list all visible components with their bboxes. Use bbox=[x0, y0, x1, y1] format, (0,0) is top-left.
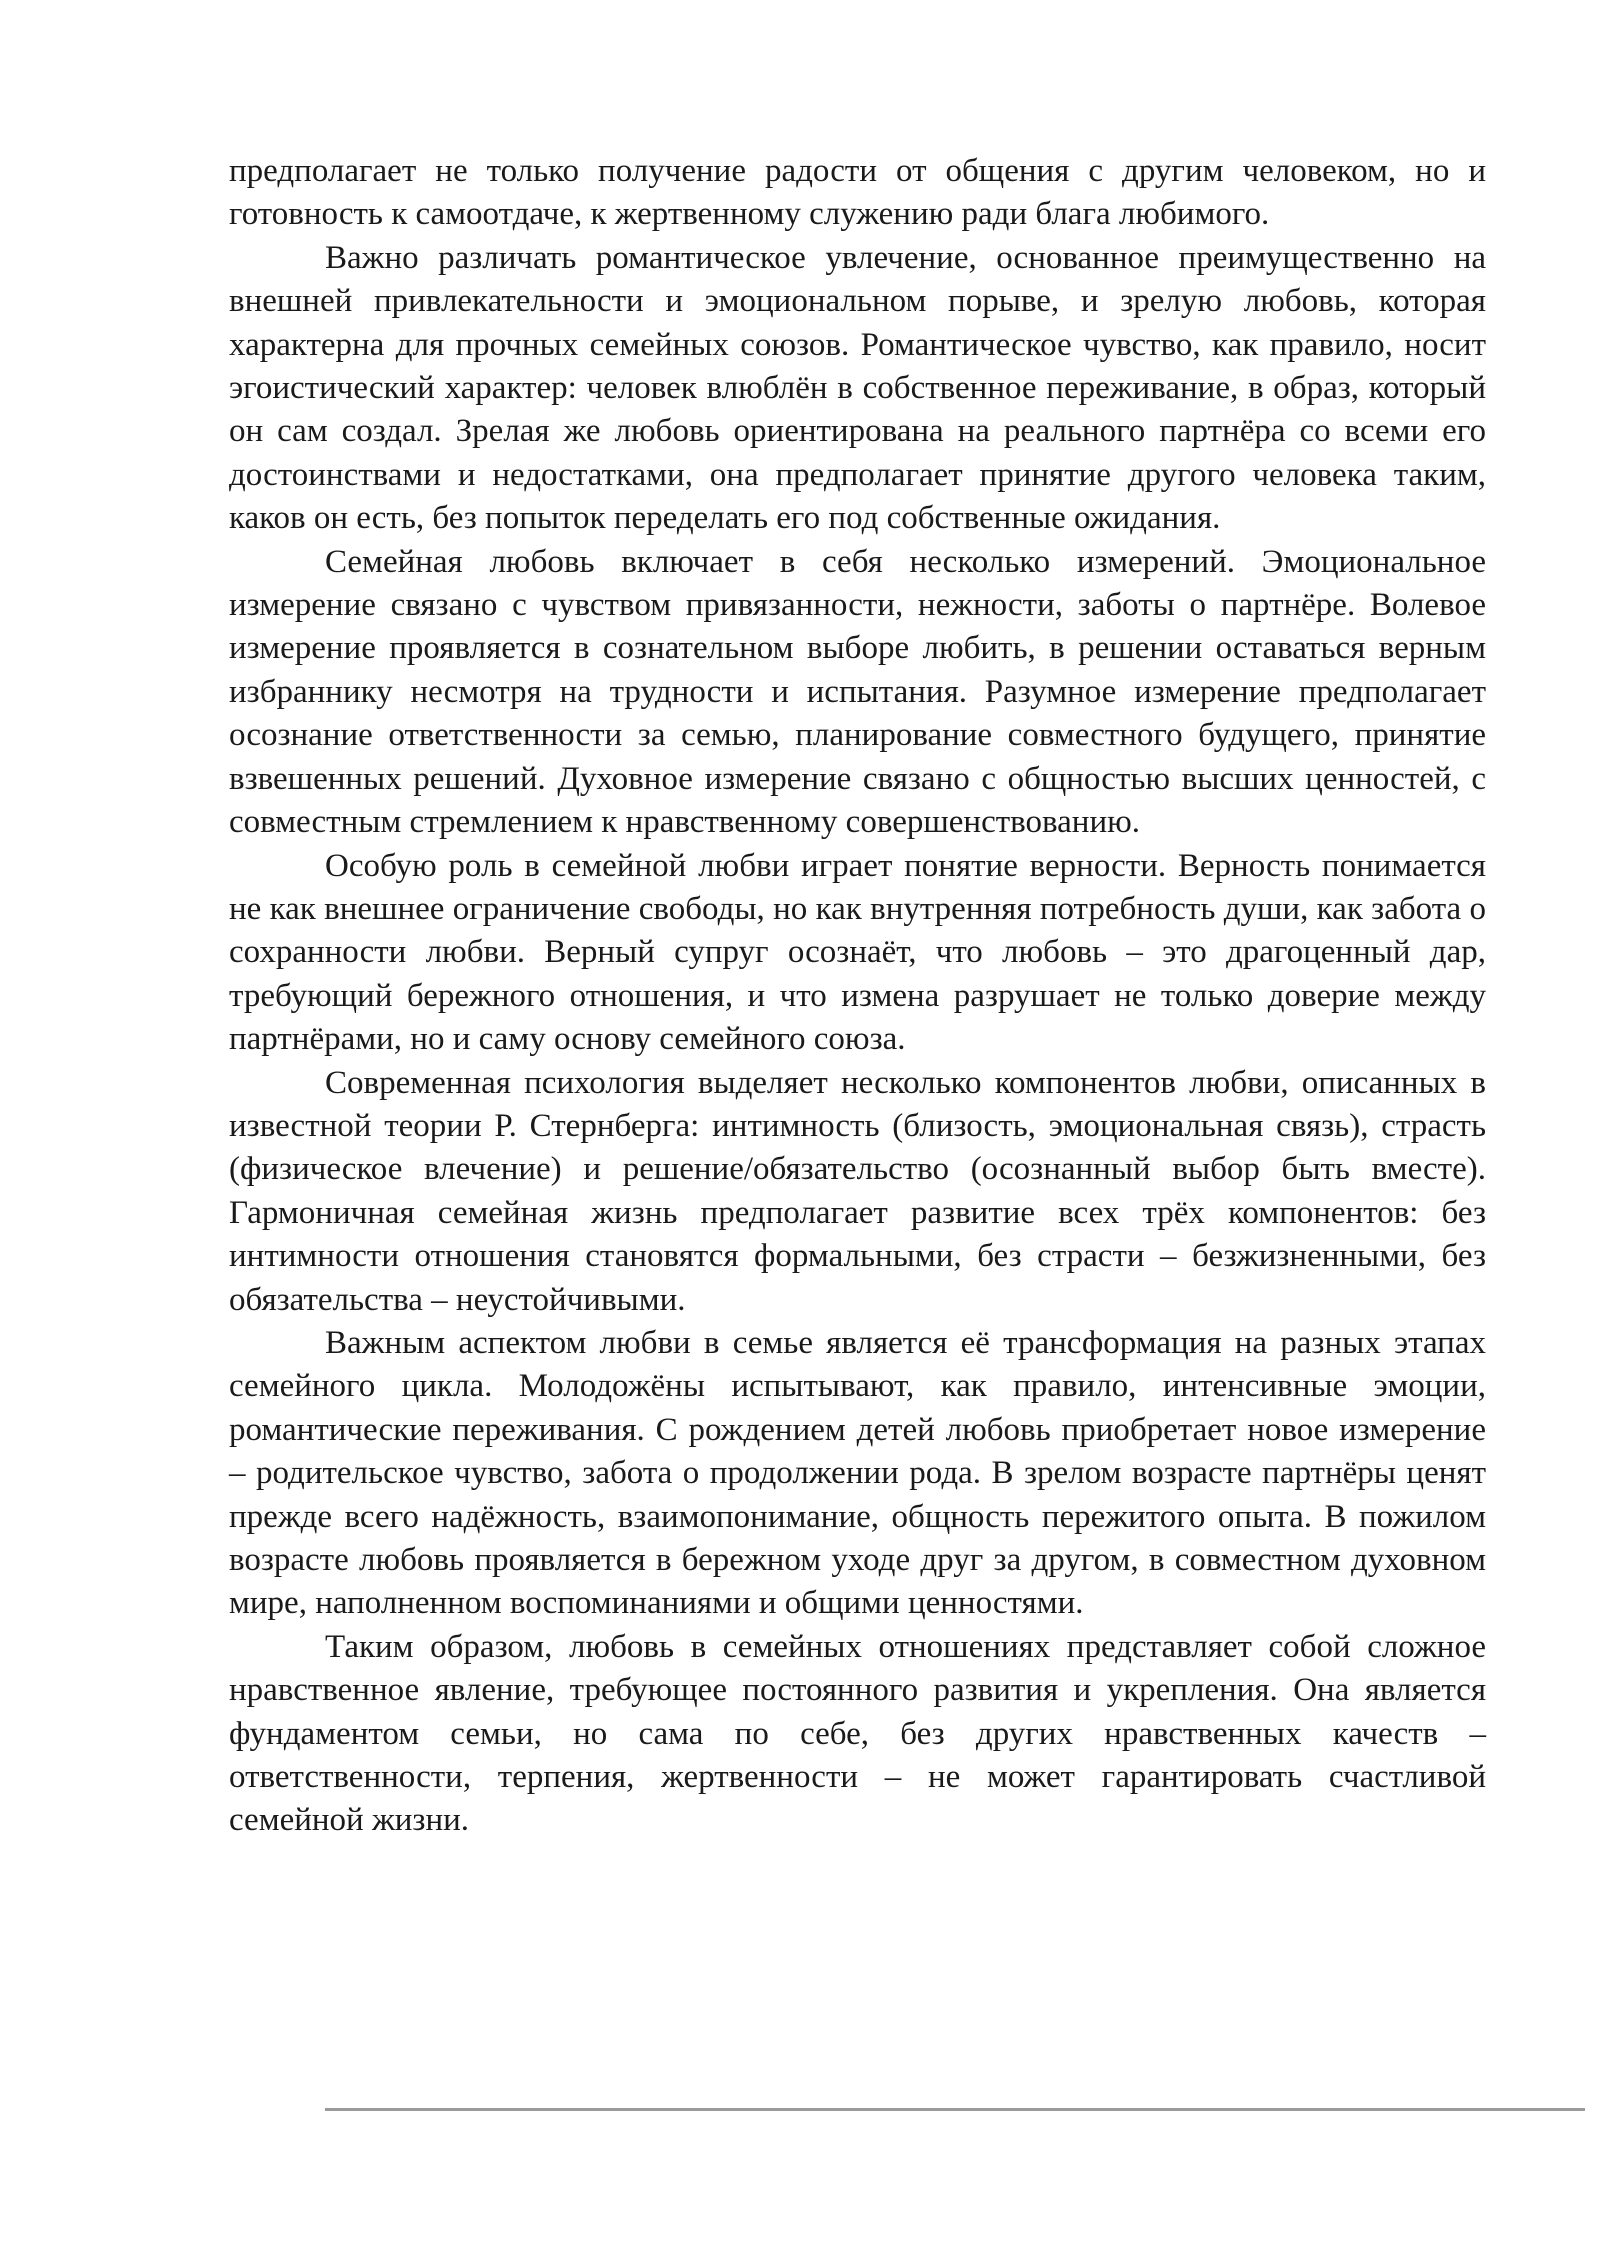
paragraph-fidelity: Особую роль в семейной любви играет понятие верности. Верность понимается не как внешнее ограничение свободы, но как внутренняя потребность души, как забота о сохранности любви. Верный супруг осознаёт, что любовь – это драгоценный дар, требующий бережного отношения, и что измена разрушает не только доверие между партнёрами, но и саму основу семейного союза. bbox=[229, 847, 1486, 1058]
paragraph-romantic-vs-mature-love: Важно различать романтическое увлечение, основанное преимущественно на внешней привлекательности и эмоциональном порыве, и зрелую любовь, которая характерна для прочных семейных союзов. Романтическое чувство, как правило, носит эгоистический характер: человек влюблён в собственное переживание, в образ, который он сам создал. Зрелая же любовь ориентирована на реального партнёра со всеми его достоинствами и недостатками, она предполагает принятие другого человека таким, каков он есть, без попыток переделать его под собственные ожидания. bbox=[229, 239, 1486, 537]
paragraph-family-cycle: Важным аспектом любви в семье является её трансформация на разных этапах семейного цикла. Молодожёны испытывают, как правило, интенсивные эмоции, романтические переживания. С рождением детей любовь приобретает новое измерение – родительское чувство, забота о продолжении рода. В зрелом возрасте партнёры ценят прежде всего надёжность, взаимопонимание, общность пережитого опыта. В пожилом возрасте любовь проявляется в бережном уходе друг за другом, в совместном духовном мире, наполненном воспоминаниями и общими ценностями. bbox=[229, 1324, 1486, 1622]
paragraph-sternberg-theory: Современная психология выделяет несколько компонентов любви, описанных в известной теории Р. Стернберга: интимность (близость, эмоциональная связь), страсть (физическое влечение) и решение/обязательство (осознанный выбор быть вместе). Гармоничная семейная жизнь предполагает развитие всех трёх компонентов: без интимности отношения становятся формальными, без страсти – безжизненными, без обязательства – неустойчивыми. bbox=[229, 1064, 1486, 1318]
document-body bbox=[229, 150, 1486, 1843]
paragraph-dimensions-of-love: Семейная любовь включает в себя несколько измерений. Эмоциональное измерение связано с чувством привязанности, нежности, заботы о партнёре. Волевое измерение проявляется в сознательном выборе любить, в решении оставаться верным избраннику несмотря на трудности и испытания. Разумное измерение предполагает осознание ответственности за семью, планирование совместного будущего, принятие взвешенных решений. Духовное измерение связано с общностью высших ценностей, с совместным стремлением к нравственному совершенствованию. bbox=[229, 543, 1486, 841]
footnote-separator-rule bbox=[325, 2108, 1585, 2111]
paragraph-continuation: предполагает не только получение радости от общения с другим человеком, но и готовность к самоотдаче, к жертвенному служению ради блага любимого. bbox=[229, 153, 1486, 233]
paragraph-conclusion: Таким образом, любовь в семейных отношениях представляет собой сложное нравственное явление, требующее постоянного развития и укрепления. Она является фундаментом семьи, но сама по себе, без других нравственных качеств – ответственности, терпения, жертвенности – не может гарантировать счастливой семейной жизни. bbox=[229, 1628, 1486, 1839]
